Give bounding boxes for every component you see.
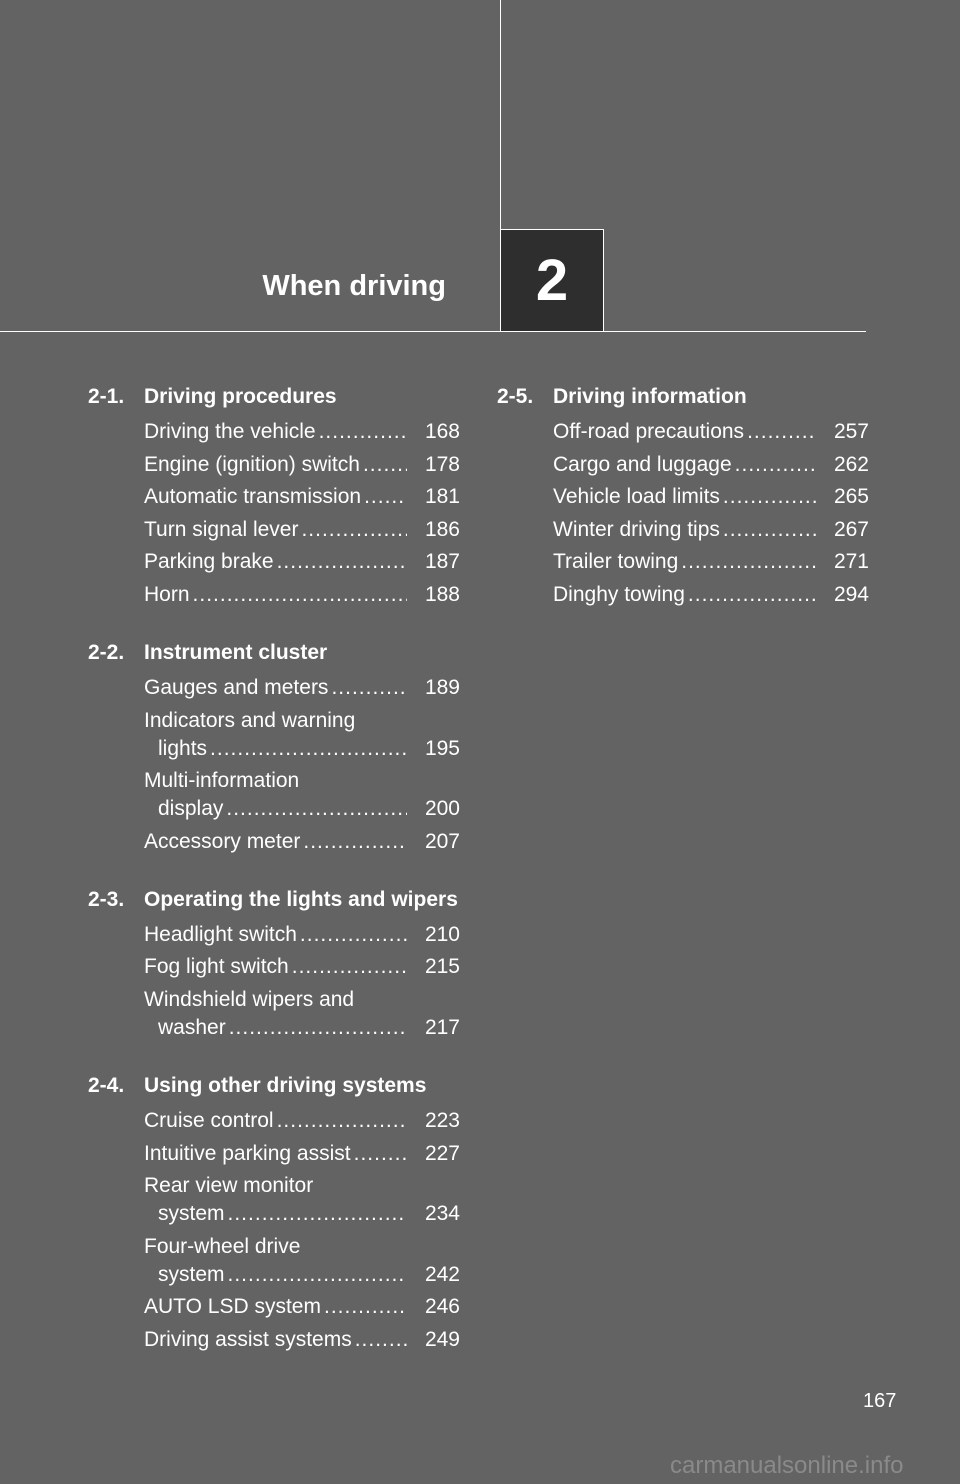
toc-entry[interactable] — [144, 1326, 460, 1354]
dot-leader — [277, 548, 407, 576]
toc-entry[interactable] — [144, 1140, 460, 1168]
entry-row — [144, 1107, 460, 1135]
dot-leader — [228, 1200, 407, 1228]
entry-page-number: 234 — [424, 1202, 460, 1226]
entry-title-line: Cargo and luggage — [553, 452, 732, 476]
toc-entry[interactable] — [144, 921, 460, 949]
dot-leader — [229, 1014, 407, 1042]
entry-page-number: 271 — [833, 550, 869, 574]
toc-entry[interactable] — [144, 986, 460, 1042]
entry-row — [553, 581, 869, 609]
toc-entry[interactable] — [144, 767, 460, 823]
entry-page-number: 265 — [833, 485, 869, 509]
toc-entry[interactable] — [553, 581, 869, 609]
entry-title-line: Driving assist systems — [144, 1327, 352, 1351]
toc-entry[interactable] — [144, 418, 460, 446]
chapter-number: 2 — [535, 248, 569, 313]
toc-entry[interactable] — [553, 548, 869, 576]
dot-leader — [688, 581, 816, 609]
chapter-title: When driving — [262, 270, 446, 302]
dot-leader — [193, 581, 407, 609]
toc-entry[interactable] — [144, 1293, 460, 1321]
toc-section — [88, 382, 460, 609]
toc-entry[interactable] — [553, 483, 869, 511]
entry-row — [144, 418, 460, 446]
dot-leader — [301, 516, 407, 544]
entry-row — [144, 483, 460, 511]
entry-title-line: system — [158, 1202, 225, 1226]
section-heading — [497, 382, 869, 412]
toc-column-right — [497, 382, 869, 638]
entry-page-number: 189 — [424, 675, 460, 699]
entry-title-line: Intuitive parking assist — [144, 1141, 351, 1165]
entry-row — [144, 451, 460, 479]
dot-leader — [364, 483, 407, 511]
entry-title-line: Rear view monitor — [144, 1174, 314, 1198]
toc-section — [88, 638, 460, 856]
entry-title-line: Parking brake — [144, 550, 274, 574]
section-title: Operating the lights and wipers — [144, 887, 458, 911]
section-heading — [88, 382, 460, 412]
toc-entry[interactable] — [144, 1233, 460, 1289]
section-title: Driving procedures — [144, 385, 337, 408]
entry-row — [553, 418, 869, 446]
dot-leader — [226, 795, 407, 823]
toc-section — [88, 1071, 460, 1354]
entry-title-line: Gauges and meters — [144, 675, 329, 699]
entry-page-number: 217 — [424, 1015, 460, 1039]
dot-leader — [324, 1293, 407, 1321]
entry-row — [144, 1261, 460, 1289]
entry-title-line: Indicators and warning — [144, 708, 356, 732]
dot-leader — [210, 735, 407, 763]
section-heading — [88, 1071, 460, 1101]
entry-page-number: 168 — [424, 420, 460, 443]
dot-leader — [363, 451, 407, 479]
page-number: 167 — [863, 1390, 897, 1412]
dot-leader — [735, 451, 816, 479]
dot-leader — [355, 1326, 407, 1354]
entry-row — [144, 795, 460, 823]
section-number: 2-4. — [88, 1073, 125, 1097]
dot-leader — [681, 548, 816, 576]
entry-title-line: Headlight switch — [144, 922, 297, 946]
dot-leader — [319, 418, 407, 446]
entry-row — [144, 1293, 460, 1321]
entry-page-number: 262 — [833, 452, 869, 476]
dot-leader — [723, 516, 816, 544]
section-title: Using other driving systems — [144, 1073, 427, 1097]
entry-title-line: Four-wheel drive — [144, 1234, 301, 1258]
section-title: Driving information — [553, 385, 747, 408]
entry-page-number: 207 — [424, 829, 460, 853]
toc-entry[interactable] — [144, 516, 460, 544]
entry-page-number: 223 — [424, 1108, 460, 1132]
dot-leader — [331, 674, 407, 702]
entry-page-number: 181 — [424, 485, 460, 509]
entry-title-line: Off-road precautions — [553, 420, 745, 443]
entry-page-number: 267 — [833, 517, 869, 541]
toc-section — [497, 382, 869, 609]
header-horizontal-rule — [0, 331, 866, 332]
toc-entry[interactable] — [144, 674, 460, 702]
toc-entry[interactable] — [553, 451, 869, 479]
entry-title-line: washer — [158, 1015, 226, 1039]
entry-title-line: Winter driving tips — [553, 517, 720, 541]
entry-title-line: Driving the vehicle — [144, 420, 316, 443]
entry-title-line: Fog light switch — [144, 955, 289, 979]
entry-title-line: Turn signal lever — [144, 517, 299, 541]
entry-row — [144, 548, 460, 576]
entry-row — [144, 1200, 460, 1228]
entry-page-number: 227 — [424, 1141, 460, 1165]
toc-entry[interactable] — [553, 418, 869, 446]
entry-title-line: Accessory meter — [144, 829, 301, 853]
entry-title-line: Cruise control — [144, 1108, 274, 1132]
entry-row — [553, 451, 869, 479]
entry-title-line: Windshield wipers and — [144, 987, 355, 1011]
entry-page-number: 187 — [424, 550, 460, 574]
entry-row — [144, 516, 460, 544]
entry-row — [144, 953, 460, 981]
entry-row — [144, 828, 460, 856]
entry-title-line: Trailer towing — [553, 550, 679, 574]
entry-page-number: 215 — [424, 955, 460, 979]
entry-title-line: AUTO LSD system — [144, 1295, 321, 1319]
entry-page-number: 195 — [424, 736, 460, 760]
toc-section — [88, 885, 460, 1042]
entry-row — [144, 1014, 460, 1042]
section-title: Instrument cluster — [144, 640, 328, 664]
entry-page-number: 178 — [424, 452, 460, 476]
toc-entry[interactable] — [144, 1172, 460, 1228]
entry-row — [144, 735, 460, 763]
entry-row — [144, 1140, 460, 1168]
toc-entry[interactable] — [144, 483, 460, 511]
section-heading — [88, 885, 460, 915]
toc-entry[interactable] — [553, 516, 869, 544]
entry-title-line: Engine (ignition) switch — [144, 452, 360, 476]
entry-page-number: 294 — [833, 582, 869, 606]
entry-page-number: 200 — [424, 797, 460, 821]
dot-leader — [303, 828, 407, 856]
entry-page-number: 186 — [424, 517, 460, 541]
entry-page-number: 246 — [424, 1295, 460, 1319]
entry-row — [553, 483, 869, 511]
toc-entry[interactable] — [144, 953, 460, 981]
toc-entry[interactable] — [144, 451, 460, 479]
dot-leader — [228, 1261, 407, 1289]
entry-row — [144, 1326, 460, 1354]
entry-row — [144, 581, 460, 609]
toc-entry[interactable] — [144, 581, 460, 609]
chapter-number-box — [500, 229, 604, 332]
toc-entry[interactable] — [144, 1107, 460, 1135]
toc-column-left — [88, 382, 460, 1383]
entry-page-number: 242 — [424, 1262, 460, 1286]
entry-title-line: system — [158, 1262, 225, 1286]
entry-title-line: display — [158, 797, 224, 821]
section-number: 2-3. — [88, 887, 125, 911]
entry-row — [144, 921, 460, 949]
dot-leader — [723, 483, 816, 511]
entry-title-line: Dinghy towing — [553, 582, 685, 606]
entry-row — [144, 674, 460, 702]
section-number: 2-1. — [88, 385, 125, 408]
entry-page-number: 188 — [424, 582, 460, 606]
entry-page-number: 257 — [833, 420, 869, 443]
toc-entry[interactable] — [144, 548, 460, 576]
dot-leader — [354, 1140, 407, 1168]
toc-entry[interactable] — [144, 707, 460, 763]
entry-page-number: 249 — [424, 1327, 460, 1351]
section-number: 2-2. — [88, 640, 125, 664]
entry-title-line: Multi-information — [144, 769, 300, 793]
dot-leader — [747, 418, 816, 446]
entry-title-line: Automatic transmission — [144, 485, 362, 509]
entry-row — [553, 516, 869, 544]
entry-row — [553, 548, 869, 576]
header-vertical-rule — [500, 0, 501, 230]
dot-leader — [292, 953, 407, 981]
section-number: 2-5. — [497, 385, 534, 408]
dot-leader — [277, 1107, 407, 1135]
toc-entry[interactable] — [144, 828, 460, 856]
entry-title-line: Horn — [144, 582, 190, 606]
entry-title-line: Vehicle load limits — [553, 485, 720, 509]
entry-title-line: lights — [158, 736, 208, 760]
watermark: carmanualsonline.info — [670, 1452, 904, 1479]
section-heading — [88, 638, 460, 668]
dot-leader — [300, 921, 407, 949]
entry-page-number: 210 — [424, 922, 460, 946]
